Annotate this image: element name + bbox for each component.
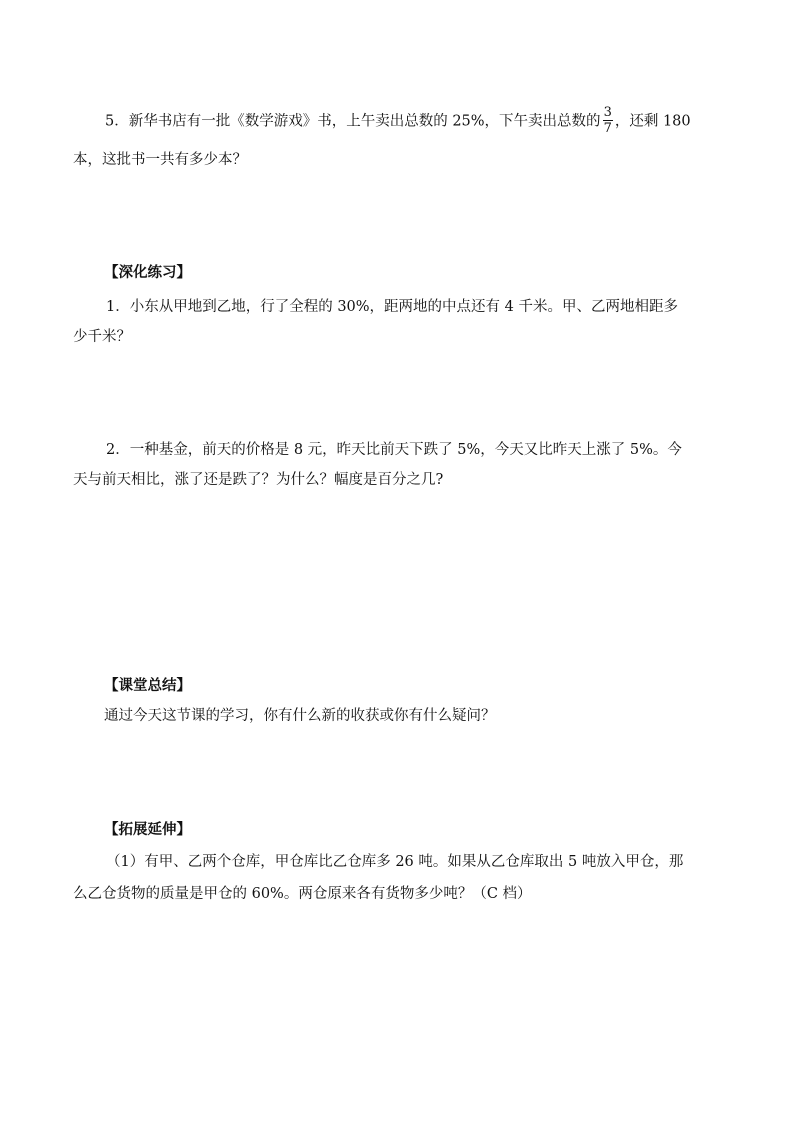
problem-5-text-part-2: ，还剩 180: [614, 113, 691, 130]
deepen-q1-line-1: 1．小东从甲地到乙地，行了全程的 30%，距两地的中点还有 4 千米。甲、乙两地相距多: [106, 299, 679, 315]
deepen-heading: 【深化练习】: [104, 265, 191, 281]
extension-q1-line-1: （1）有甲、乙两个仓库，甲仓库比乙仓库多 26 吨。如果从乙仓库取出 5 吨放入甲仓，那: [106, 854, 684, 870]
deepen-q1-line-2: 少千米？: [73, 329, 131, 345]
deepen-q2-line-1: 2．一种基金，前天的价格是 8 元，昨天比前天下跌了 5%，今天又比昨天上涨了 5%。今: [106, 442, 682, 458]
fraction-numerator: 3: [603, 105, 612, 120]
summary-text: 通过今天这节课的学习，你有什么新的收获或你有什么疑问？: [104, 708, 496, 724]
extension-q1-line-2: 么乙仓货物的质量是甲仓的 60%。两仓原来各有货物多少吨？（C 档）: [73, 886, 532, 902]
problem-5-line-2: 本，这批书一共有多少本？: [73, 152, 247, 168]
fraction-three-sevenths: [603, 105, 613, 136]
problem-5-text-part-1: 5．新华书店有一批《数学游戏》书，上午卖出总数的 25%，下午卖出总数的: [105, 113, 601, 130]
deepen-q2-line-2: 天与前天相比，涨了还是跌了？为什么？幅度是百分之几?: [73, 472, 444, 488]
fraction-denominator: 7: [603, 121, 612, 136]
problem-5-line-1: [105, 106, 691, 137]
extension-heading: 【拓展延伸】: [104, 822, 191, 838]
summary-heading: 【课堂总结】: [104, 678, 191, 694]
